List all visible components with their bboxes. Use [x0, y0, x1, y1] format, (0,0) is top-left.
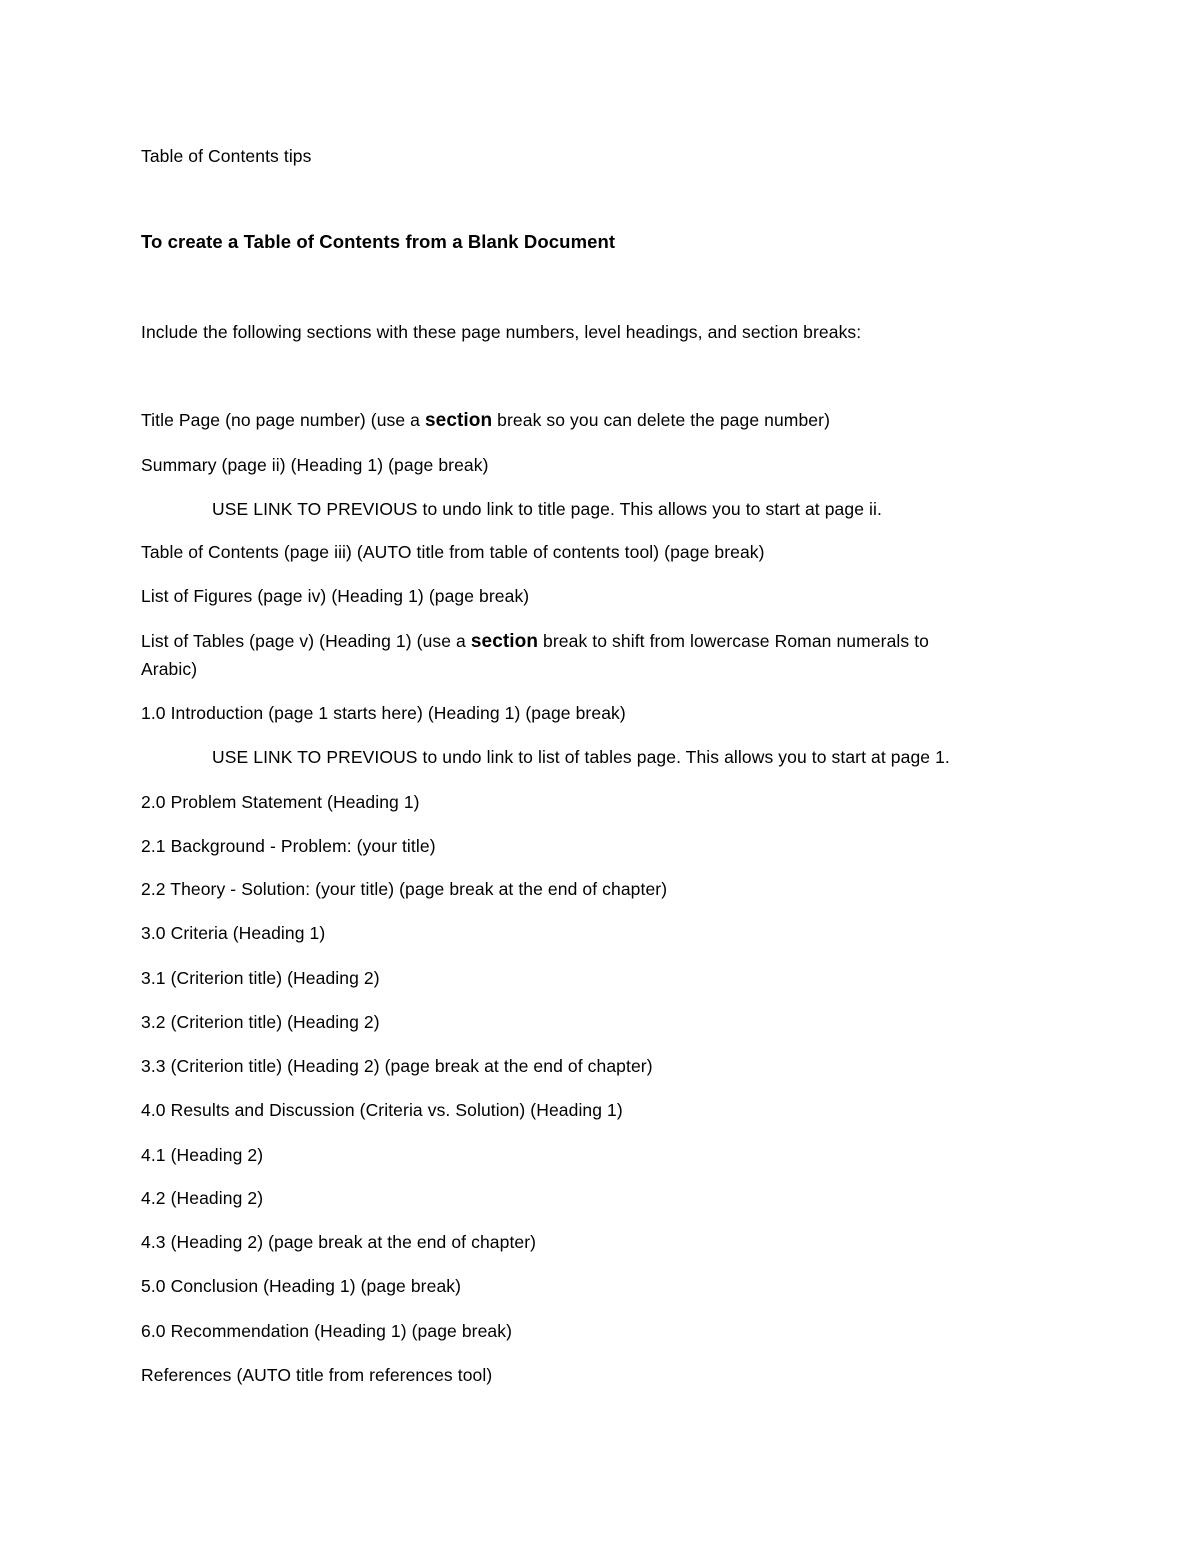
list-item-figures: List of Figures (page iv) (Heading 1) (page break)	[141, 586, 530, 606]
list-item-problem: 2.0 Problem Statement (Heading 1)	[141, 792, 420, 812]
list-item-text: break so you can delete the page number)	[492, 410, 830, 430]
list-item-text: Title Page (no page number) (use a	[141, 410, 425, 430]
intro-paragraph: Include the following sections with these page numbers, level headings, and section breaks:	[141, 322, 862, 342]
list-item-conclusion: 5.0 Conclusion (Heading 1) (page break)	[141, 1276, 462, 1296]
list-item-text: List of Tables (page v) (Heading 1) (use a	[141, 631, 471, 651]
list-item-criteria: 3.0 Criteria (Heading 1)	[141, 923, 326, 943]
list-item-recommendation: 6.0 Recommendation (Heading 1) (page break)	[141, 1321, 513, 1341]
section-heading: To create a Table of Contents from a Blank Document	[141, 231, 616, 252]
list-item-tables-continued: Arabic)	[141, 659, 198, 679]
list-item-result-3: 4.3 (Heading 2) (page break at the end of chapter)	[141, 1232, 537, 1252]
note-summary: USE LINK TO PREVIOUS to undo link to title page. This allows you to start at page ii.	[212, 499, 882, 519]
list-item-tables	[141, 627, 929, 656]
list-item-results: 4.0 Results and Discussion (Criteria vs. Solution) (Heading 1)	[141, 1100, 623, 1120]
list-item-theory: 2.2 Theory - Solution: (your title) (page break at the end of chapter)	[141, 879, 668, 899]
list-item-references: References (AUTO title from references tool)	[141, 1365, 493, 1385]
list-item-criterion-2: 3.2 (Criterion title) (Heading 2)	[141, 1012, 380, 1032]
list-item-toc: Table of Contents (page iii) (AUTO title from table of contents tool) (page break)	[141, 542, 765, 562]
document-title: Table of Contents tips	[141, 146, 312, 166]
list-item-result-1: 4.1 (Heading 2)	[141, 1145, 264, 1165]
list-item-title-page	[141, 406, 830, 435]
list-item-result-2: 4.2 (Heading 2)	[141, 1188, 264, 1208]
emphasis-text: section	[470, 631, 539, 652]
list-item-criterion-3: 3.3 (Criterion title) (Heading 2) (page break at the end of chapter)	[141, 1056, 653, 1076]
list-item-summary: Summary (page ii) (Heading 1) (page break)	[141, 455, 489, 475]
list-item-criterion-1: 3.1 (Criterion title) (Heading 2)	[141, 968, 380, 988]
list-item-background: 2.1 Background - Problem: (your title)	[141, 836, 436, 856]
list-item-introduction: 1.0 Introduction (page 1 starts here) (Heading 1) (page break)	[141, 703, 626, 723]
list-item-text: break to shift from lowercase Roman numerals to	[538, 631, 930, 651]
emphasis-text: section	[424, 410, 493, 431]
note-introduction: USE LINK TO PREVIOUS to undo link to list of tables page. This allows you to start at page 1.	[212, 747, 950, 767]
